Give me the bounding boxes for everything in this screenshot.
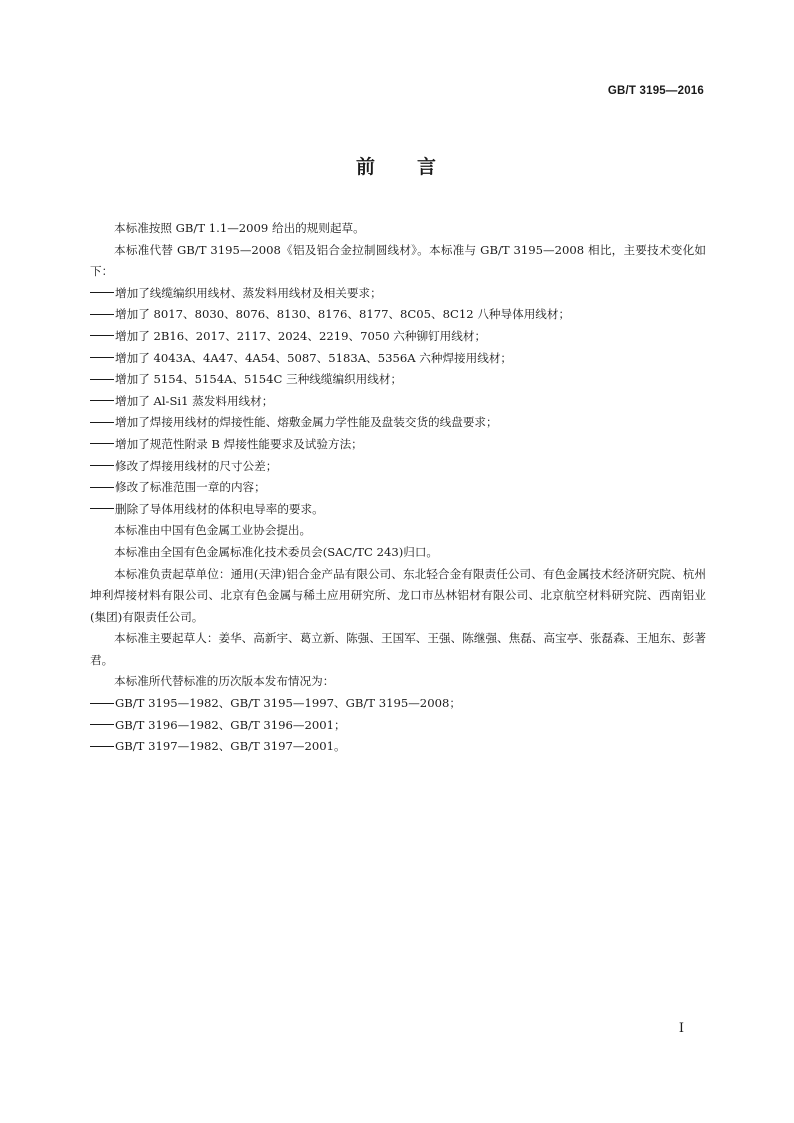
title-char-2: 言 xyxy=(417,156,439,178)
dash-mark xyxy=(90,487,114,488)
dash-mark xyxy=(90,746,114,747)
paragraph-committee: 本标准由全国有色金属标准化技术委员会(SAC/TC 243)归口。 xyxy=(114,544,439,559)
standard-code: GB/T 3195—2016 xyxy=(607,85,704,97)
dash-mark xyxy=(90,422,114,423)
list-item xyxy=(90,304,706,326)
dash-mark xyxy=(90,400,114,401)
title-char-1: 前 xyxy=(355,156,377,178)
list-item xyxy=(90,348,706,370)
dash-mark xyxy=(90,724,114,725)
paragraph-replacement: 本标准代替 GB/T 3195—2008《铝及铝合金拉制圆线材》。本标准与 GB/T 3195—2008 相比，主要技术变化如下： xyxy=(90,242,706,279)
list-item xyxy=(90,369,706,391)
list-item-text: 删除了导体用线材的体积电导率的要求。 xyxy=(115,501,324,516)
list-item-text: 增加了 8017、8030、8076、8130、8176、8177、8C05、8C12 八种导体用线材； xyxy=(115,307,571,322)
list-item xyxy=(90,736,706,758)
list-item-text: 增加了 2B16、2017、2117、2024、2219、7050 六种铆钉用线材； xyxy=(115,328,487,343)
list-item xyxy=(90,412,706,434)
dash-mark xyxy=(90,703,114,704)
list-item-text: 增加了 5154、5154A、5154C 三种线缆编织用线材； xyxy=(115,372,403,387)
list-item xyxy=(90,326,706,348)
paragraph-drafters: 本标准主要起草人：姜华、高新宇、葛立新、陈强、王国军、王强、陈继强、焦磊、高宝亭、张磊森、王旭东、彭著君。 xyxy=(90,631,706,667)
list-item xyxy=(90,283,706,305)
foreword-body xyxy=(90,218,706,758)
list-item xyxy=(90,693,706,715)
dash-mark xyxy=(90,357,114,358)
list-item-text: 修改了焊接用线材的尺寸公差； xyxy=(115,458,278,473)
paragraph-history-intro: 本标准所代替标准的历次版本发布情况为： xyxy=(114,674,335,689)
list-item-text: 增加了 4043A、4A47、4A54、5087、5183A、5356A 六种焊接用线材； xyxy=(115,350,513,365)
dash-mark xyxy=(90,379,114,380)
list-item-text: GB/T 3195—1982、GB/T 3195—1997、GB/T 3195—2008； xyxy=(115,696,461,711)
dash-mark xyxy=(90,335,114,336)
list-item xyxy=(90,456,706,478)
list-item-text: 增加了焊接用线材的焊接性能、熔敷金属力学性能及盘装交货的线盘要求； xyxy=(115,415,498,430)
dash-mark xyxy=(90,508,114,509)
dash-mark xyxy=(90,292,114,293)
list-item xyxy=(90,391,706,413)
page-title xyxy=(0,152,794,179)
paragraph-drafting-rules: 本标准按照 GB/T 1.1—2009 给出的规则起草。 xyxy=(114,221,365,235)
list-item-text: GB/T 3196—1982、GB/T 3196—2001； xyxy=(115,717,346,732)
dash-mark xyxy=(90,465,114,466)
list-item-text: 修改了标准范围一章的内容； xyxy=(115,480,266,495)
paragraph-drafting-units: 本标准负责起草单位：通用(天津)铝合金产品有限公司、东北轻合金有限责任公司、有色金属技术经济研究院、杭州坤利焊接材料有限公司、北京有色金属与稀土应用研究所、龙口市丛林铝材有限公司、北京航空材料研究院、西南铝业(集团)有限责任公司。 xyxy=(90,566,706,624)
paragraph-proposer: 本标准由中国有色金属工业协会提出。 xyxy=(114,523,312,538)
dash-mark xyxy=(90,443,114,444)
changes-list xyxy=(90,283,706,521)
list-item-text: 增加了规范性附录 B 焊接性能要求及试验方法； xyxy=(115,436,363,451)
dash-mark xyxy=(90,314,114,315)
list-item-text: 增加了 Al-Si1 蒸发料用线材； xyxy=(115,393,274,408)
page-number: I xyxy=(678,1021,684,1036)
list-item-text: GB/T 3197—1982、GB/T 3197—2001。 xyxy=(115,739,346,754)
list-item xyxy=(90,434,706,456)
list-item-text: 增加了线缆编织用线材、蒸发料用线材及相关要求； xyxy=(115,285,382,300)
list-item xyxy=(90,715,706,737)
history-list xyxy=(90,693,706,758)
list-item xyxy=(90,499,706,521)
list-item xyxy=(90,477,706,499)
